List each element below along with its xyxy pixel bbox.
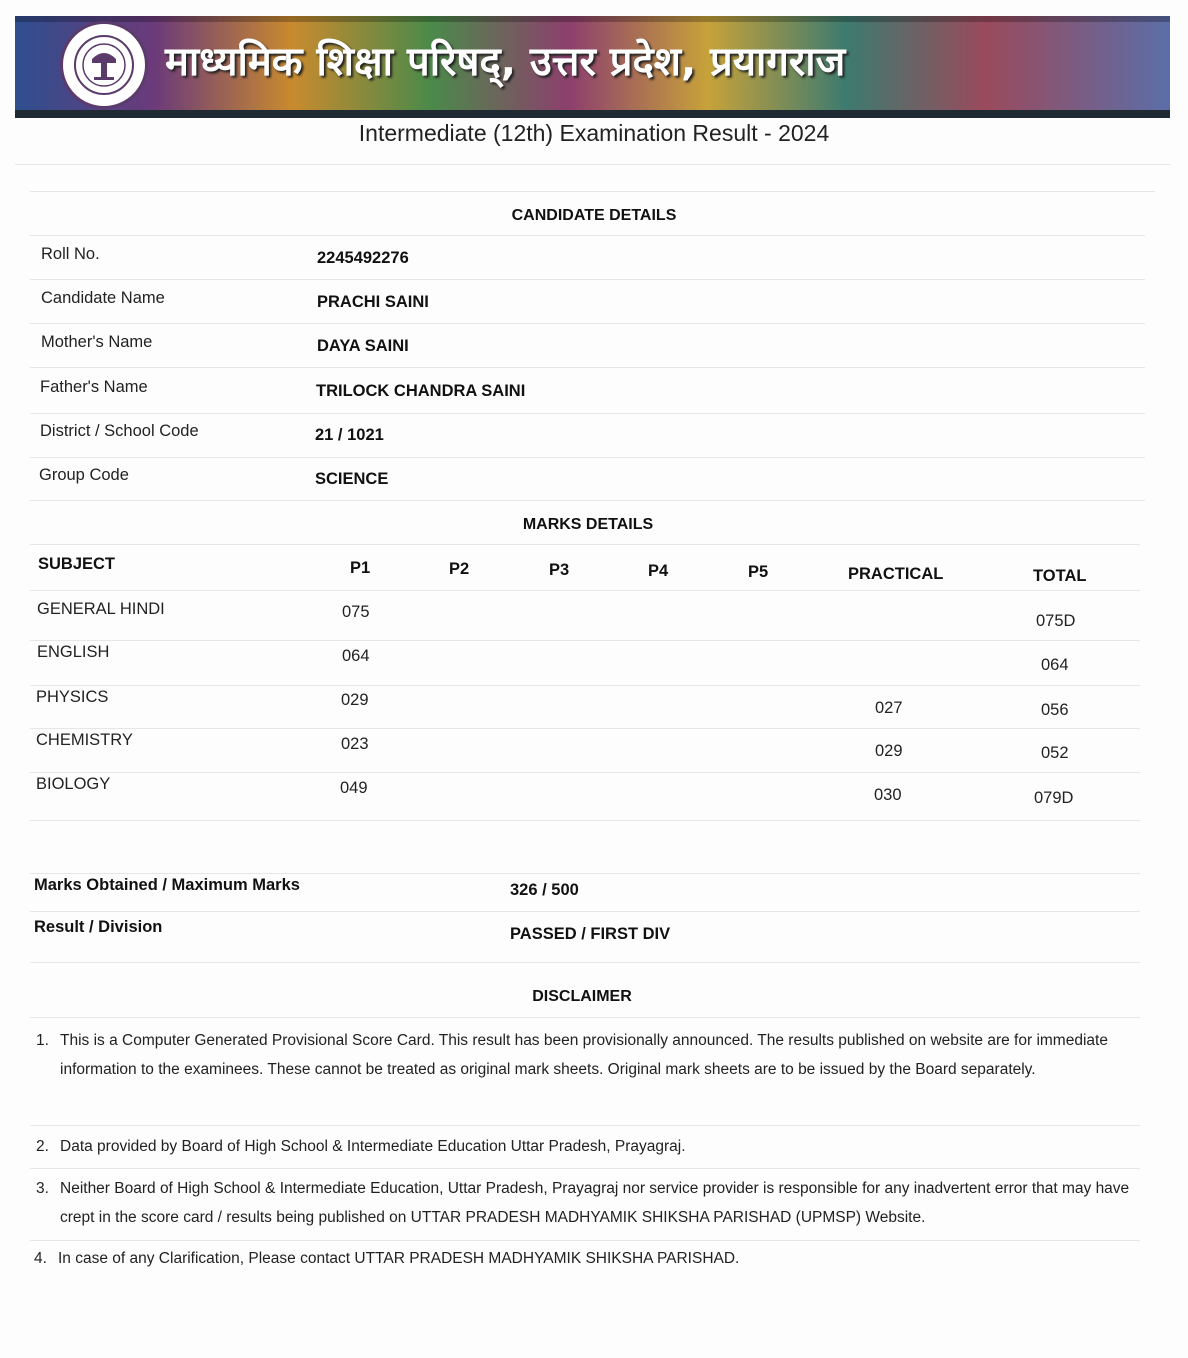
list-item (36, 1174, 1131, 1232)
divider (30, 544, 1140, 545)
divider (30, 1168, 1140, 1169)
total-marks: 064 (1041, 656, 1069, 674)
p1-marks: 029 (341, 691, 369, 709)
divider (30, 500, 1145, 501)
group-code-value: SCIENCE (315, 470, 389, 488)
mother-name-label: Mother's Name (41, 333, 153, 351)
list-item (36, 1132, 1131, 1161)
item-number: 2. (36, 1138, 49, 1155)
divider (30, 235, 1145, 236)
district-school-code-label: District / School Code (40, 422, 199, 440)
divider (30, 413, 1145, 414)
p1-marks: 064 (342, 647, 370, 665)
item-number: 3. (36, 1180, 49, 1197)
list-item (36, 1026, 1131, 1084)
divider (30, 962, 1140, 963)
col-subject: SUBJECT (38, 555, 116, 573)
divider (15, 164, 1170, 165)
header-banner (15, 16, 1170, 118)
p1-marks: 075 (342, 603, 370, 621)
divider (30, 911, 1140, 912)
mother-name-value: DAYA SAINI (317, 337, 409, 355)
subject-name: GENERAL HINDI (37, 600, 165, 618)
divider (30, 279, 1145, 280)
marks-obtained-label: Marks Obtained / Maximum Marks (34, 876, 300, 894)
list-item (34, 1244, 1129, 1273)
marks-obtained-value: 326 / 500 (510, 881, 579, 899)
result-title: Intermediate (12th) Examination Result - 2024 (358, 120, 830, 146)
district-school-code-value: 21 / 1021 (315, 426, 384, 444)
practical-marks: 030 (874, 786, 902, 804)
item-text: This is a Computer Generated Provisional Score Card. This result has been provisionally announced. The results published on website are for immediate information to the examinees. These cannot be treated as original mark sheets. Original mark sheets are to be issued by the Board separately. (60, 1032, 1108, 1078)
divider (30, 640, 1140, 641)
p1-marks: 023 (341, 735, 369, 753)
roll-no-label: Roll No. (41, 245, 100, 263)
col-p4: P4 (648, 562, 669, 580)
col-p5: P5 (748, 563, 769, 581)
item-text: Data provided by Board of High School & Intermediate Education Uttar Pradesh, Prayagraj. (60, 1138, 686, 1155)
total-marks: 079D (1034, 789, 1074, 807)
divider (30, 728, 1140, 729)
candidate-name-value: PRACHI SAINI (317, 293, 429, 311)
col-p2: P2 (449, 560, 470, 578)
divider (30, 191, 1155, 192)
divider (30, 367, 1145, 368)
divider (30, 457, 1145, 458)
practical-marks: 027 (875, 699, 903, 717)
divider (30, 1240, 1140, 1241)
divider (30, 1017, 1140, 1018)
item-text: Neither Board of High School & Intermediate Education, Uttar Pradesh, Prayagraj nor service provider is responsible for any inadvertent error that may have crept in the score card / results being published on UTTAR PRADESH MADHYAMIK SHIKSHA PARISHAD (UPMSP) Website. (60, 1180, 1130, 1226)
divider (30, 323, 1145, 324)
father-name-value: TRILOCK CHANDRA SAINI (316, 382, 526, 400)
marks-details-heading: MARKS DETAILS (522, 516, 654, 533)
candidate-details-heading: CANDIDATE DETAILS (511, 207, 677, 224)
divider (30, 772, 1140, 773)
col-total: TOTAL (1033, 567, 1087, 585)
col-p3: P3 (549, 561, 570, 579)
subject-name: PHYSICS (36, 688, 109, 706)
col-practical: PRACTICAL (848, 565, 944, 583)
father-name-label: Father's Name (40, 378, 148, 396)
candidate-name-label: Candidate Name (41, 289, 165, 307)
result-division-label: Result / Division (34, 918, 163, 936)
emblem-icon (72, 33, 136, 97)
subject-name: BIOLOGY (36, 775, 111, 793)
subject-name: ENGLISH (37, 643, 110, 661)
roll-no-value: 2245492276 (317, 249, 409, 267)
item-number: 4. (34, 1250, 47, 1267)
divider (30, 685, 1140, 686)
item-number: 1. (36, 1032, 49, 1049)
divider (30, 1125, 1140, 1126)
total-marks: 075D (1036, 612, 1076, 630)
item-text: In case of any Clarification, Please contact UTTAR PRADESH MADHYAMIK SHIKSHA PARISHAD. (58, 1250, 740, 1267)
disclaimer-heading: DISCLAIMER (532, 988, 632, 1005)
result-division-value: PASSED / FIRST DIV (510, 925, 671, 943)
p1-marks: 049 (340, 779, 368, 797)
total-marks: 052 (1041, 744, 1069, 762)
subject-name: CHEMISTRY (36, 731, 133, 749)
divider (30, 590, 1140, 591)
group-code-label: Group Code (39, 466, 129, 484)
practical-marks: 029 (875, 742, 903, 760)
total-marks: 056 (1041, 701, 1069, 719)
divider (30, 873, 1140, 874)
board-title: माध्यमिक शिक्षा परिषद्, उत्तर प्रदेश, प्रयागराज (165, 39, 846, 85)
board-seal-logo (60, 21, 148, 109)
col-p1: P1 (350, 559, 371, 577)
divider (30, 820, 1140, 821)
